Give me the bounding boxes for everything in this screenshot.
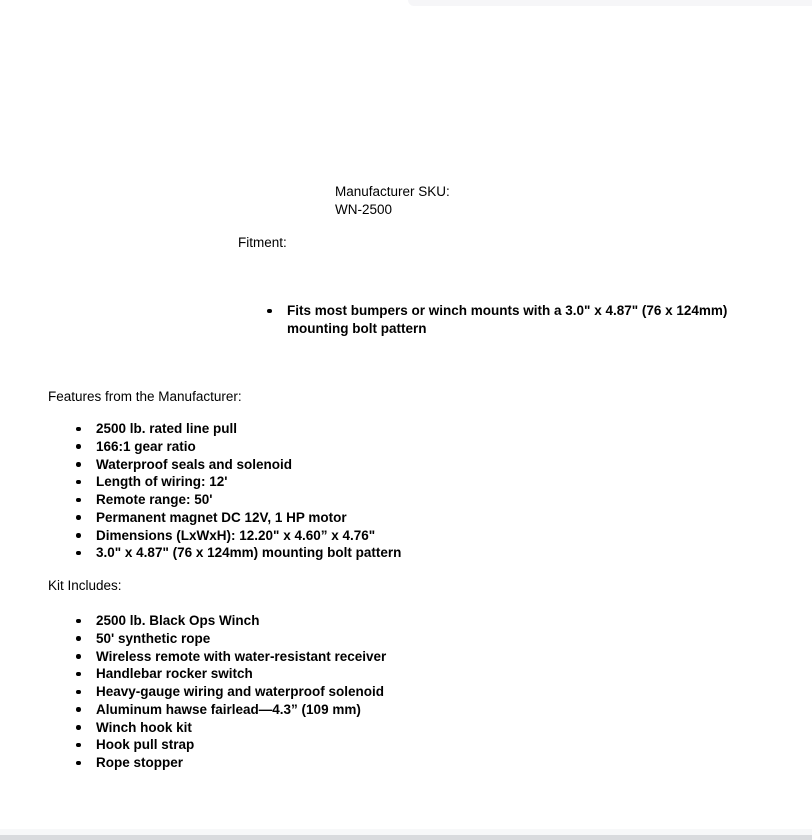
- kit-list-item: Hook pull strap: [75, 736, 635, 754]
- feature-list-item: Length of wiring: 12': [75, 473, 635, 491]
- kit-list-item: Heavy-gauge wiring and waterproof solenoid: [75, 683, 635, 701]
- manufacturer-sku-value: WN-2500: [335, 201, 393, 217]
- feature-list-item: 3.0" x 4.87" (76 x 124mm) mounting bolt pattern: [75, 544, 635, 562]
- fitment-heading: Fitment:: [238, 235, 287, 250]
- kit-list-item: Aluminum hawse fairlead—4.3” (109 mm): [75, 701, 635, 719]
- top-right-chrome-bar: [408, 0, 812, 6]
- kit-list-item: 50' synthetic rope: [75, 630, 635, 648]
- kit-list-item: Handlebar rocker switch: [75, 665, 635, 683]
- sku-block: [335, 183, 450, 219]
- feature-list-item: Waterproof seals and solenoid: [75, 456, 635, 474]
- fitment-list-item: Fits most bumpers or winch mounts with a 3.0" x 4.87" (76 x 124mm) mounting bolt pattern: [266, 302, 742, 338]
- bottom-chrome-bar-dark: [0, 835, 812, 840]
- kit-includes-list: [75, 612, 635, 772]
- features-list: [75, 420, 635, 562]
- feature-list-item: 166:1 gear ratio: [75, 438, 635, 456]
- feature-list-item: 2500 lb. rated line pull: [75, 420, 635, 438]
- kit-list-item: Winch hook kit: [75, 719, 635, 737]
- kit-includes-heading: Kit Includes:: [48, 578, 122, 593]
- kit-list-item: Rope stopper: [75, 754, 635, 772]
- manufacturer-sku-label: Manufacturer SKU:: [335, 184, 450, 199]
- feature-list-item: Remote range: 50': [75, 491, 635, 509]
- kit-list-item: Wireless remote with water-resistant receiver: [75, 648, 635, 666]
- kit-list-item: 2500 lb. Black Ops Winch: [75, 612, 635, 630]
- feature-list-item: Dimensions (LxWxH): 12.20" x 4.60” x 4.76": [75, 527, 635, 545]
- feature-list-item: Permanent magnet DC 12V, 1 HP motor: [75, 509, 635, 527]
- features-heading: Features from the Manufacturer:: [48, 389, 242, 404]
- fitment-list: [266, 302, 742, 338]
